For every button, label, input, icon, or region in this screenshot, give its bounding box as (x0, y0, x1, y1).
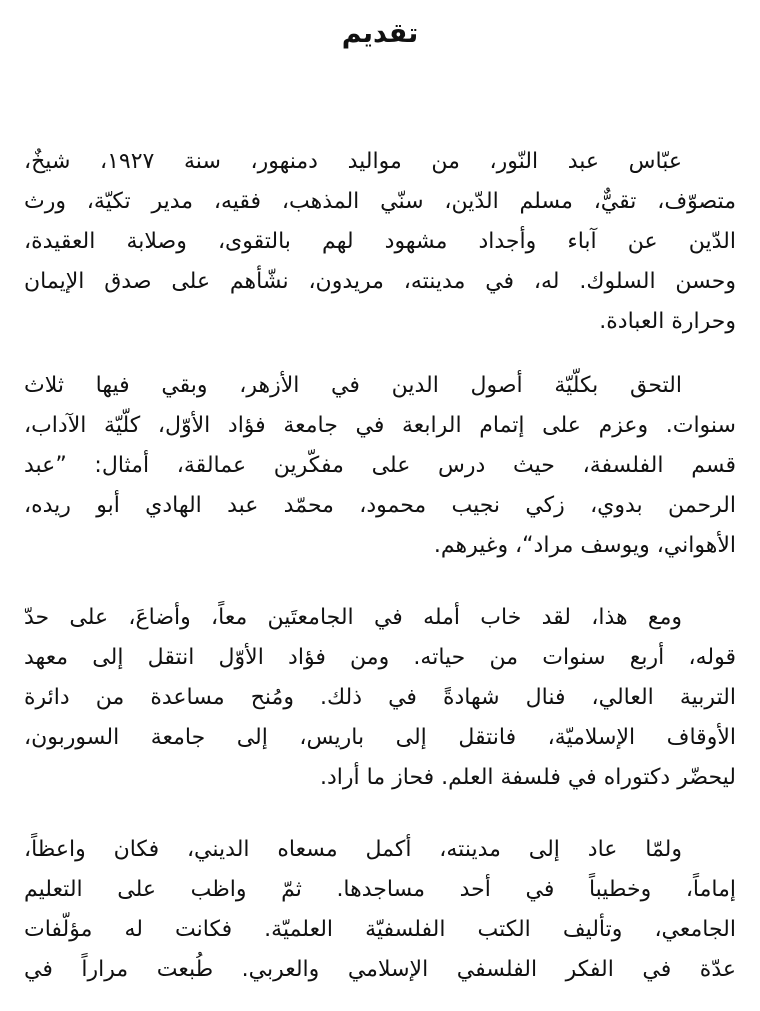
text-line: سنوات. وعزم على إتمام الرابعة في جامعة فؤاد الأوّل، كلّيّة الآداب، (24, 413, 736, 438)
text-line: متصوّف، تقيٌّ، مسلم الدّين، سنّي المذهب، فقيه، مدير تكيّة، ورث (24, 189, 736, 214)
page-title: تقديم (341, 18, 419, 49)
text-line: قوله، أربع سنوات من حياته. ومن فؤاد الأوّل انتقل إلى معهد (24, 645, 736, 670)
text-line: عدّة في الفكر الفلسفي الإسلامي والعربي. طُبعت مراراً في (24, 957, 736, 982)
text-line: ومع هذا، لقد خاب أمله في الجامعتَين معاً، وأضاعَ، على حدّ (24, 605, 682, 630)
text-line: الأوقاف الإسلاميّة، فانتقل إلى باريس، إلى جامعة السوربون، (24, 725, 736, 750)
text-line: الجامعي، وتأليف الكتب الفلسفيّة العلميّة. فكانت له مؤلّفات (24, 917, 736, 942)
text-line: التحق بكلّيّة أصول الدين في الأزهر، وبقي فيها ثلاث (24, 373, 682, 398)
text-line: الأهواني، ويوسف مراد“، وغيرهم. (433, 533, 736, 558)
text-line: التربية العالي، فنال شهادةً في ذلك. ومُنح مساعدة من دائرة (24, 685, 736, 710)
text-line: وحسن السلوك. له، في مدينته، مريدون، نشّأهم على صدق الإيمان (24, 269, 736, 294)
text-line: الدّين عن آباء وأجداد مشهود لهم بالتقوى، وصلابة العقيدة، (24, 229, 736, 254)
text-line: ليحضّر دكتوراه في فلسفة العلم. فحاز ما أراد. (320, 765, 736, 790)
text-line: إماماً، وخطيباً في أحد مساجدها. ثمّ واظب على التعليم (24, 877, 736, 902)
text-line: الرحمن بدوي، زكي نجيب محمود، محمّد عبد الهادي أبو ريده، (24, 493, 736, 518)
text-line: قسم الفلسفة، حيث درس على مفكّرين عمالقة، أمثال: ”عبد (24, 453, 736, 478)
text-line: وحرارة العبادة. (599, 309, 736, 334)
text-line: ولمّا عاد إلى مدينته، أكمل مسعاه الديني، فكان واعظاً، (24, 837, 682, 862)
text-line: عبّاس عبد النّور، من مواليد دمنهور، سنة ١٩٢٧، شيخٌ، (24, 149, 682, 174)
